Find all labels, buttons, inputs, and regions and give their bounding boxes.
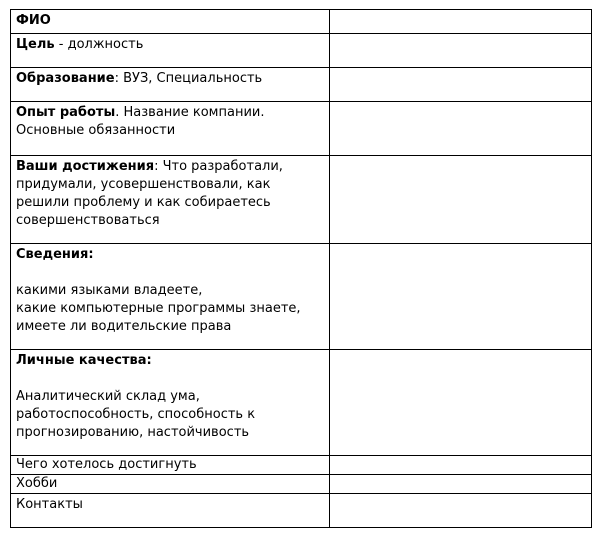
- row-qualities: [11, 350, 592, 456]
- label-info: [11, 244, 330, 350]
- row-description: Чего хотелось достигнуть: [16, 457, 197, 472]
- label-contacts: [11, 494, 330, 528]
- row-title: Личные качества:: [16, 353, 152, 368]
- value-info[interactable]: [330, 244, 592, 350]
- label-qualities: [11, 350, 330, 456]
- row-achievements: [11, 156, 592, 244]
- label-achievements: [11, 156, 330, 244]
- row-education: [11, 68, 592, 102]
- row-aspiration: [11, 456, 592, 475]
- row-line: имеете ли водительские права: [16, 319, 232, 334]
- value-contacts[interactable]: [330, 494, 592, 528]
- value-experience[interactable]: [330, 102, 592, 156]
- row-description: Хобби: [16, 476, 58, 491]
- label-hobby: [11, 475, 330, 494]
- label-fio: [11, 10, 330, 34]
- value-goal[interactable]: [330, 34, 592, 68]
- row-goal: [11, 34, 592, 68]
- row-description: . Название компании. Основные обязанности: [16, 105, 265, 138]
- row-line: Аналитический склад ума, работоспособность, способность к прогнозированию, настойчивость: [16, 389, 256, 440]
- row-fio: [11, 10, 592, 34]
- row-title: ФИО: [16, 13, 51, 28]
- value-qualities[interactable]: [330, 350, 592, 456]
- row-contacts: [11, 494, 592, 528]
- label-goal: [11, 34, 330, 68]
- label-education: [11, 68, 330, 102]
- row-info: [11, 244, 592, 350]
- value-hobby[interactable]: [330, 475, 592, 494]
- spacer: [16, 370, 324, 388]
- row-title: Цель: [16, 37, 55, 52]
- row-title: Опыт работы: [16, 105, 116, 120]
- value-aspiration[interactable]: [330, 456, 592, 475]
- label-aspiration: [11, 456, 330, 475]
- row-title: Ваши достижения: [16, 159, 155, 174]
- row-experience: [11, 102, 592, 156]
- row-hobby: [11, 475, 592, 494]
- spacer: [16, 264, 324, 282]
- row-title: Сведения:: [16, 247, 94, 262]
- value-achievements[interactable]: [330, 156, 592, 244]
- row-title: Образование: [16, 71, 115, 86]
- resume-template-table: [10, 9, 592, 528]
- value-fio[interactable]: [330, 10, 592, 34]
- row-line: какие компьютерные программы знаете,: [16, 301, 301, 316]
- row-description: : ВУЗ, Специальность: [114, 71, 263, 86]
- label-experience: [11, 102, 330, 156]
- row-line: какими языками владеете,: [16, 283, 203, 298]
- value-education[interactable]: [330, 68, 592, 102]
- row-description: : Что разработали, придумали, усовершенствовали, как решили проблему и как собираетесь совершенствоваться: [16, 159, 283, 228]
- row-description: Контакты: [16, 497, 83, 512]
- row-description: - должность: [54, 37, 144, 52]
